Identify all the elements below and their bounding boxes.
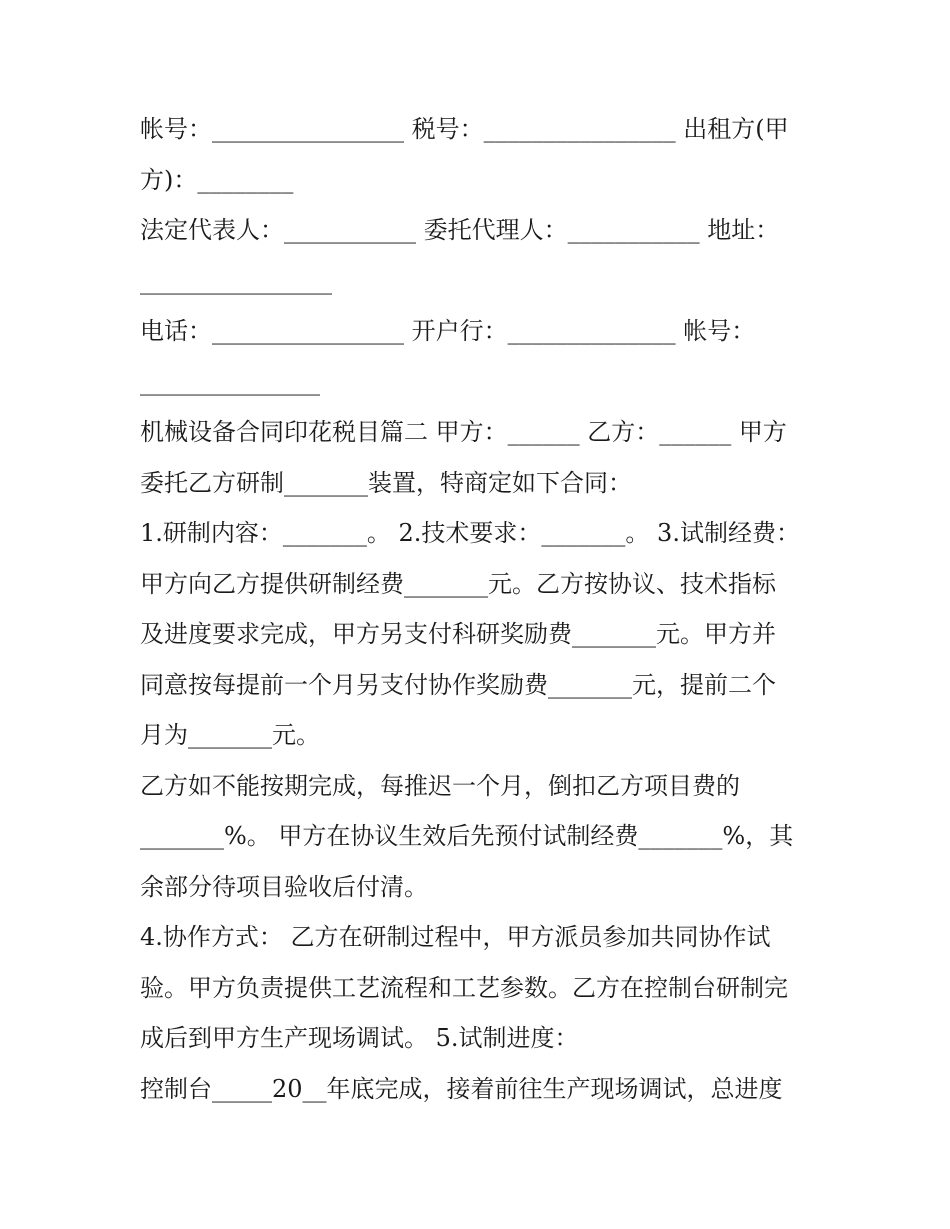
text-line-10: 甲方向乙方提供研制经费_______元。乙方按协议、技术指标 [140, 569, 776, 598]
text-line-6: _______________ [140, 367, 320, 396]
text-line-9: 1.研制内容：_______。 2.技术要求：_______。 3.试制经费： [140, 519, 800, 547]
text-line-16: 余部分待项目验收后付清。 [140, 872, 428, 901]
text-line-1: 帐号：________________ 税号：________________ 出租方(甲 [140, 115, 789, 143]
text-line-4: ________________ [140, 266, 332, 295]
text-line-7: 机械设备合同印花税目篇二 甲方：______ 乙方：______ 甲方 [140, 418, 787, 446]
text-line-19: 成后到甲方生产现场调试。 5.试制进度： [140, 1024, 579, 1052]
text-line-13: 月为_______元。 [140, 721, 320, 749]
text-line-15: _______%。 甲方在协议生效后先预付试制经费_______%，其 [140, 822, 794, 850]
text-line-14: 乙方如不能按期完成，每推迟一个月，倒扣乙方项目费的 [140, 771, 740, 800]
text-line-12: 同意按每提前一个月另支付协作奖励费_______元，提前二个 [140, 670, 776, 699]
text-line-20: 控制台_____20__年底完成，接着前往生产现场调试，总进度 [140, 1074, 783, 1103]
text-line-5: 电话：________________ 开户行：______________ 帐号： [140, 317, 756, 345]
text-line-17: 4.协作方式： 乙方在研制过程中，甲方派员参加共同协作试 [140, 923, 771, 951]
text-line-2: 方)：________ [140, 165, 294, 194]
document-body [140, 104, 820, 1114]
text-line-3: 法定代表人：___________ 委托代理人：___________ 地址： [140, 216, 780, 244]
text-line-18: 验。甲方负责提供工艺流程和工艺参数。乙方在控制台研制完 [140, 973, 788, 1002]
text-line-8: 委托乙方研制_______装置，特商定如下合同： [140, 468, 632, 497]
text-line-11: 及进度要求完成，甲方另支付科研奖励费_______元。甲方并 [140, 620, 776, 648]
